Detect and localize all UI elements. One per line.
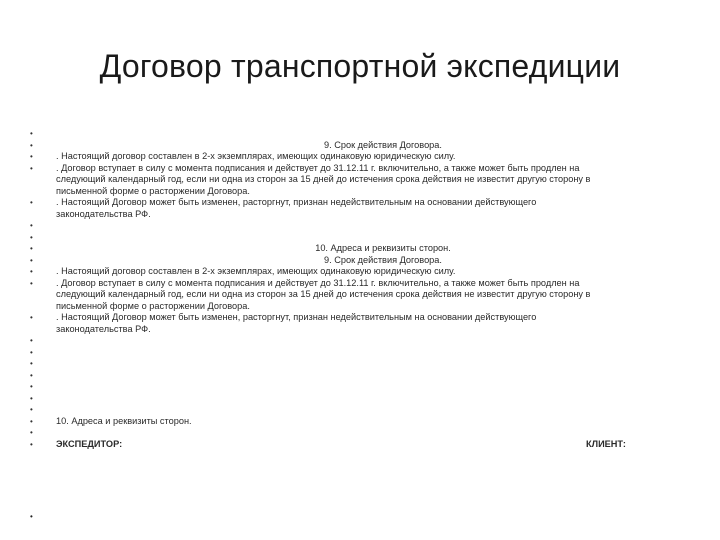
list-item bbox=[30, 197, 710, 220]
paragraph: . Настоящий договор составлен в 2-х экземплярах, имеющих одинаковую юридическую силу. bbox=[56, 266, 456, 276]
paragraph-line: письменной форме о расторжении Договора. bbox=[56, 185, 250, 196]
list-item bbox=[30, 416, 710, 428]
paragraph-line: письменной форме о расторжении Договора. bbox=[56, 300, 250, 311]
section-heading: 10. Адреса и реквизиты сторон. bbox=[56, 415, 192, 426]
list-item bbox=[30, 266, 710, 278]
list-item bbox=[30, 370, 710, 382]
list-item bbox=[30, 220, 710, 232]
bullet-icon: • bbox=[30, 336, 33, 345]
bullet-icon: • bbox=[30, 439, 33, 449]
bullet-icon: • bbox=[30, 129, 33, 138]
paragraph-line: законодательства РФ. bbox=[56, 208, 151, 219]
list-item bbox=[30, 439, 710, 451]
section-heading: 10. Адреса и реквизиты сторон. bbox=[315, 243, 451, 253]
page-title: Договор транспортной экспедиции bbox=[99, 48, 621, 84]
section-heading: 9. Срок действия Договора. bbox=[324, 254, 442, 265]
bullet-icon: • bbox=[30, 416, 33, 426]
list-item bbox=[30, 140, 710, 152]
bullet-icon: • bbox=[30, 244, 33, 253]
list-item bbox=[30, 163, 710, 198]
paragraph-line: . Договор вступает в силу с момента подписания и действует до 31.12.11 г. включительно, а также может быть продлен на bbox=[56, 162, 580, 173]
list-item bbox=[30, 393, 710, 405]
bullet-icon: • bbox=[30, 393, 33, 403]
list-item bbox=[30, 347, 710, 359]
list-item bbox=[30, 381, 710, 393]
list-item bbox=[30, 255, 710, 267]
list-item bbox=[30, 243, 710, 255]
paragraph-line: следующий календарный год, если ни одна из сторон за 15 дней до истечения срока действия не известит другую сторону в bbox=[56, 174, 591, 184]
bullet-icon: • bbox=[30, 278, 33, 288]
list-item bbox=[30, 232, 710, 244]
bullet-icon: • bbox=[30, 512, 33, 521]
list-item bbox=[30, 312, 710, 335]
bullet-list bbox=[30, 128, 710, 450]
list-item bbox=[30, 278, 710, 313]
bullet-icon: • bbox=[30, 221, 33, 230]
expeditor-label: ЭКСПЕДИТОР: bbox=[56, 438, 123, 449]
bullet-icon: • bbox=[30, 347, 33, 357]
bullet-icon: • bbox=[30, 198, 33, 207]
bullet-icon: • bbox=[30, 382, 33, 391]
bullet-icon: • bbox=[30, 255, 33, 265]
list-item bbox=[30, 335, 710, 347]
bullet-icon: • bbox=[30, 163, 33, 173]
bullet-icon: • bbox=[30, 140, 33, 150]
list-item bbox=[30, 404, 710, 416]
bullet-icon: • bbox=[30, 152, 33, 161]
paragraph-line: . Настоящий Договор может быть изменен, расторгнут, признан недействительным на основании действующего bbox=[56, 197, 537, 207]
client-label: КЛИЕНТ: bbox=[586, 438, 626, 449]
list-item bbox=[30, 358, 710, 370]
list-item bbox=[30, 128, 710, 140]
bullet-icon: • bbox=[30, 313, 33, 322]
bullet-icon: • bbox=[30, 267, 33, 276]
paragraph: . Настоящий договор составлен в 2-х экземплярах, имеющих одинаковую юридическую силу. bbox=[56, 151, 456, 161]
paragraph-line: законодательства РФ. bbox=[56, 323, 151, 334]
paragraph-line: . Договор вступает в силу с момента подписания и действует до 31.12.11 г. включительно, а также может быть продлен на bbox=[56, 277, 580, 288]
bullet-icon: • bbox=[30, 370, 33, 380]
section-heading: 9. Срок действия Договора. bbox=[324, 139, 442, 150]
paragraph-line: следующий календарный год, если ни одна из сторон за 15 дней до истечения срока действия не известит другую сторону в bbox=[56, 289, 591, 299]
list-item bbox=[30, 427, 710, 439]
bullet-icon: • bbox=[30, 359, 33, 368]
bullet-icon: • bbox=[30, 232, 33, 242]
bullet-icon: • bbox=[30, 405, 33, 414]
signature-row bbox=[56, 439, 626, 451]
bullet-icon: • bbox=[30, 428, 33, 437]
paragraph-line: . Настоящий Договор может быть изменен, расторгнут, признан недействительным на основании действующего bbox=[56, 312, 537, 322]
list-item bbox=[30, 151, 710, 163]
